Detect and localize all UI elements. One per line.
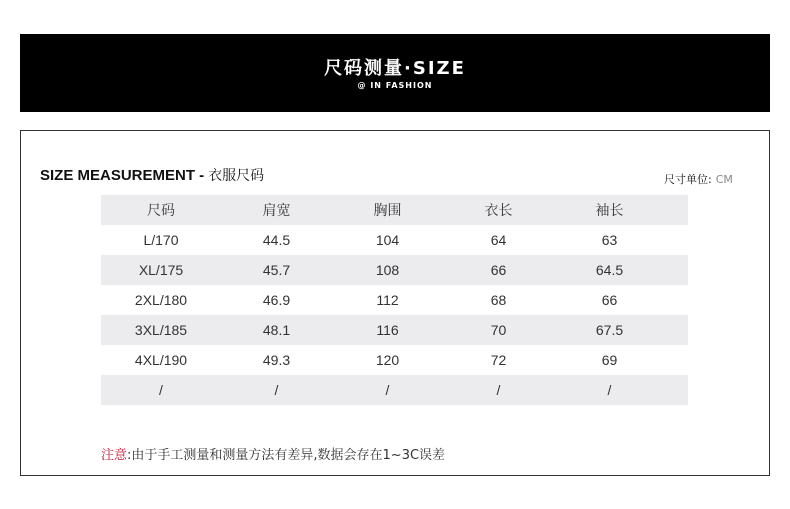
table-cell: 46.9 — [262, 292, 291, 308]
table-cell: / — [274, 382, 279, 398]
table-cell: 44.5 — [262, 232, 291, 248]
table-cell: 63 — [601, 232, 618, 248]
header-cell-chest: 胸围 — [373, 202, 402, 218]
table-cell: 66 — [490, 262, 507, 278]
section-title-cn: 衣服尺码 — [204, 167, 265, 183]
table-cell: L/170 — [143, 232, 179, 248]
table-cell: 72 — [490, 352, 507, 368]
size-panel — [20, 130, 770, 476]
size-table — [101, 195, 688, 405]
table-row — [101, 255, 688, 285]
section-title-en: SIZE MEASUREMENT - — [40, 167, 205, 184]
table-row — [101, 345, 688, 375]
table-row — [101, 315, 688, 345]
header-cell-length: 衣长 — [484, 202, 513, 218]
table-cell: 120 — [375, 352, 400, 368]
header-title: 尺码测量·SIZE — [324, 58, 466, 79]
section-title — [40, 165, 264, 185]
table-cell: / — [607, 382, 612, 398]
table-cell: XL/175 — [138, 262, 184, 278]
table-row — [101, 285, 688, 315]
table-row — [101, 375, 688, 405]
table-cell: 68 — [490, 292, 507, 308]
table-cell: 64 — [490, 232, 507, 248]
table-cell: / — [496, 382, 501, 398]
header-subtitle: @ IN FASHION — [357, 81, 433, 90]
table-cell: 112 — [376, 292, 399, 308]
unit-label: 尺寸单位: — [664, 173, 712, 186]
table-cell: 4XL/190 — [134, 352, 188, 368]
measurement-note — [101, 444, 445, 463]
table-cell: 67.5 — [595, 322, 624, 338]
header-cell-sleeve: 袖长 — [595, 202, 624, 218]
table-cell: 2XL/180 — [134, 292, 188, 308]
table-cell: / — [159, 382, 163, 398]
header-cell-shoulder: 肩宽 — [262, 202, 291, 218]
header-banner — [20, 34, 770, 112]
table-cell: 3XL/185 — [134, 322, 188, 338]
table-header-row — [101, 195, 688, 225]
table-cell: 45.7 — [262, 262, 291, 278]
table-cell: 70 — [490, 322, 507, 338]
table-cell: 49.3 — [262, 352, 291, 368]
table-cell: 64.5 — [595, 262, 624, 278]
header-cell-size: 尺码 — [147, 202, 175, 218]
table-cell: 108 — [375, 262, 400, 278]
table-cell: / — [385, 382, 390, 398]
table-cell: 69 — [601, 352, 618, 368]
note-text: :由于手工测量和测量方法有差异,数据会存在1~3C误差 — [127, 448, 446, 463]
note-label: 注意 — [101, 448, 128, 463]
table-cell: 66 — [601, 292, 618, 308]
unit-indicator — [664, 171, 733, 187]
table-row — [101, 225, 688, 255]
table-cell: 104 — [375, 232, 400, 248]
unit-value: CM — [715, 173, 733, 186]
table-cell: 48.1 — [262, 322, 291, 338]
table-cell: 116 — [376, 322, 399, 338]
